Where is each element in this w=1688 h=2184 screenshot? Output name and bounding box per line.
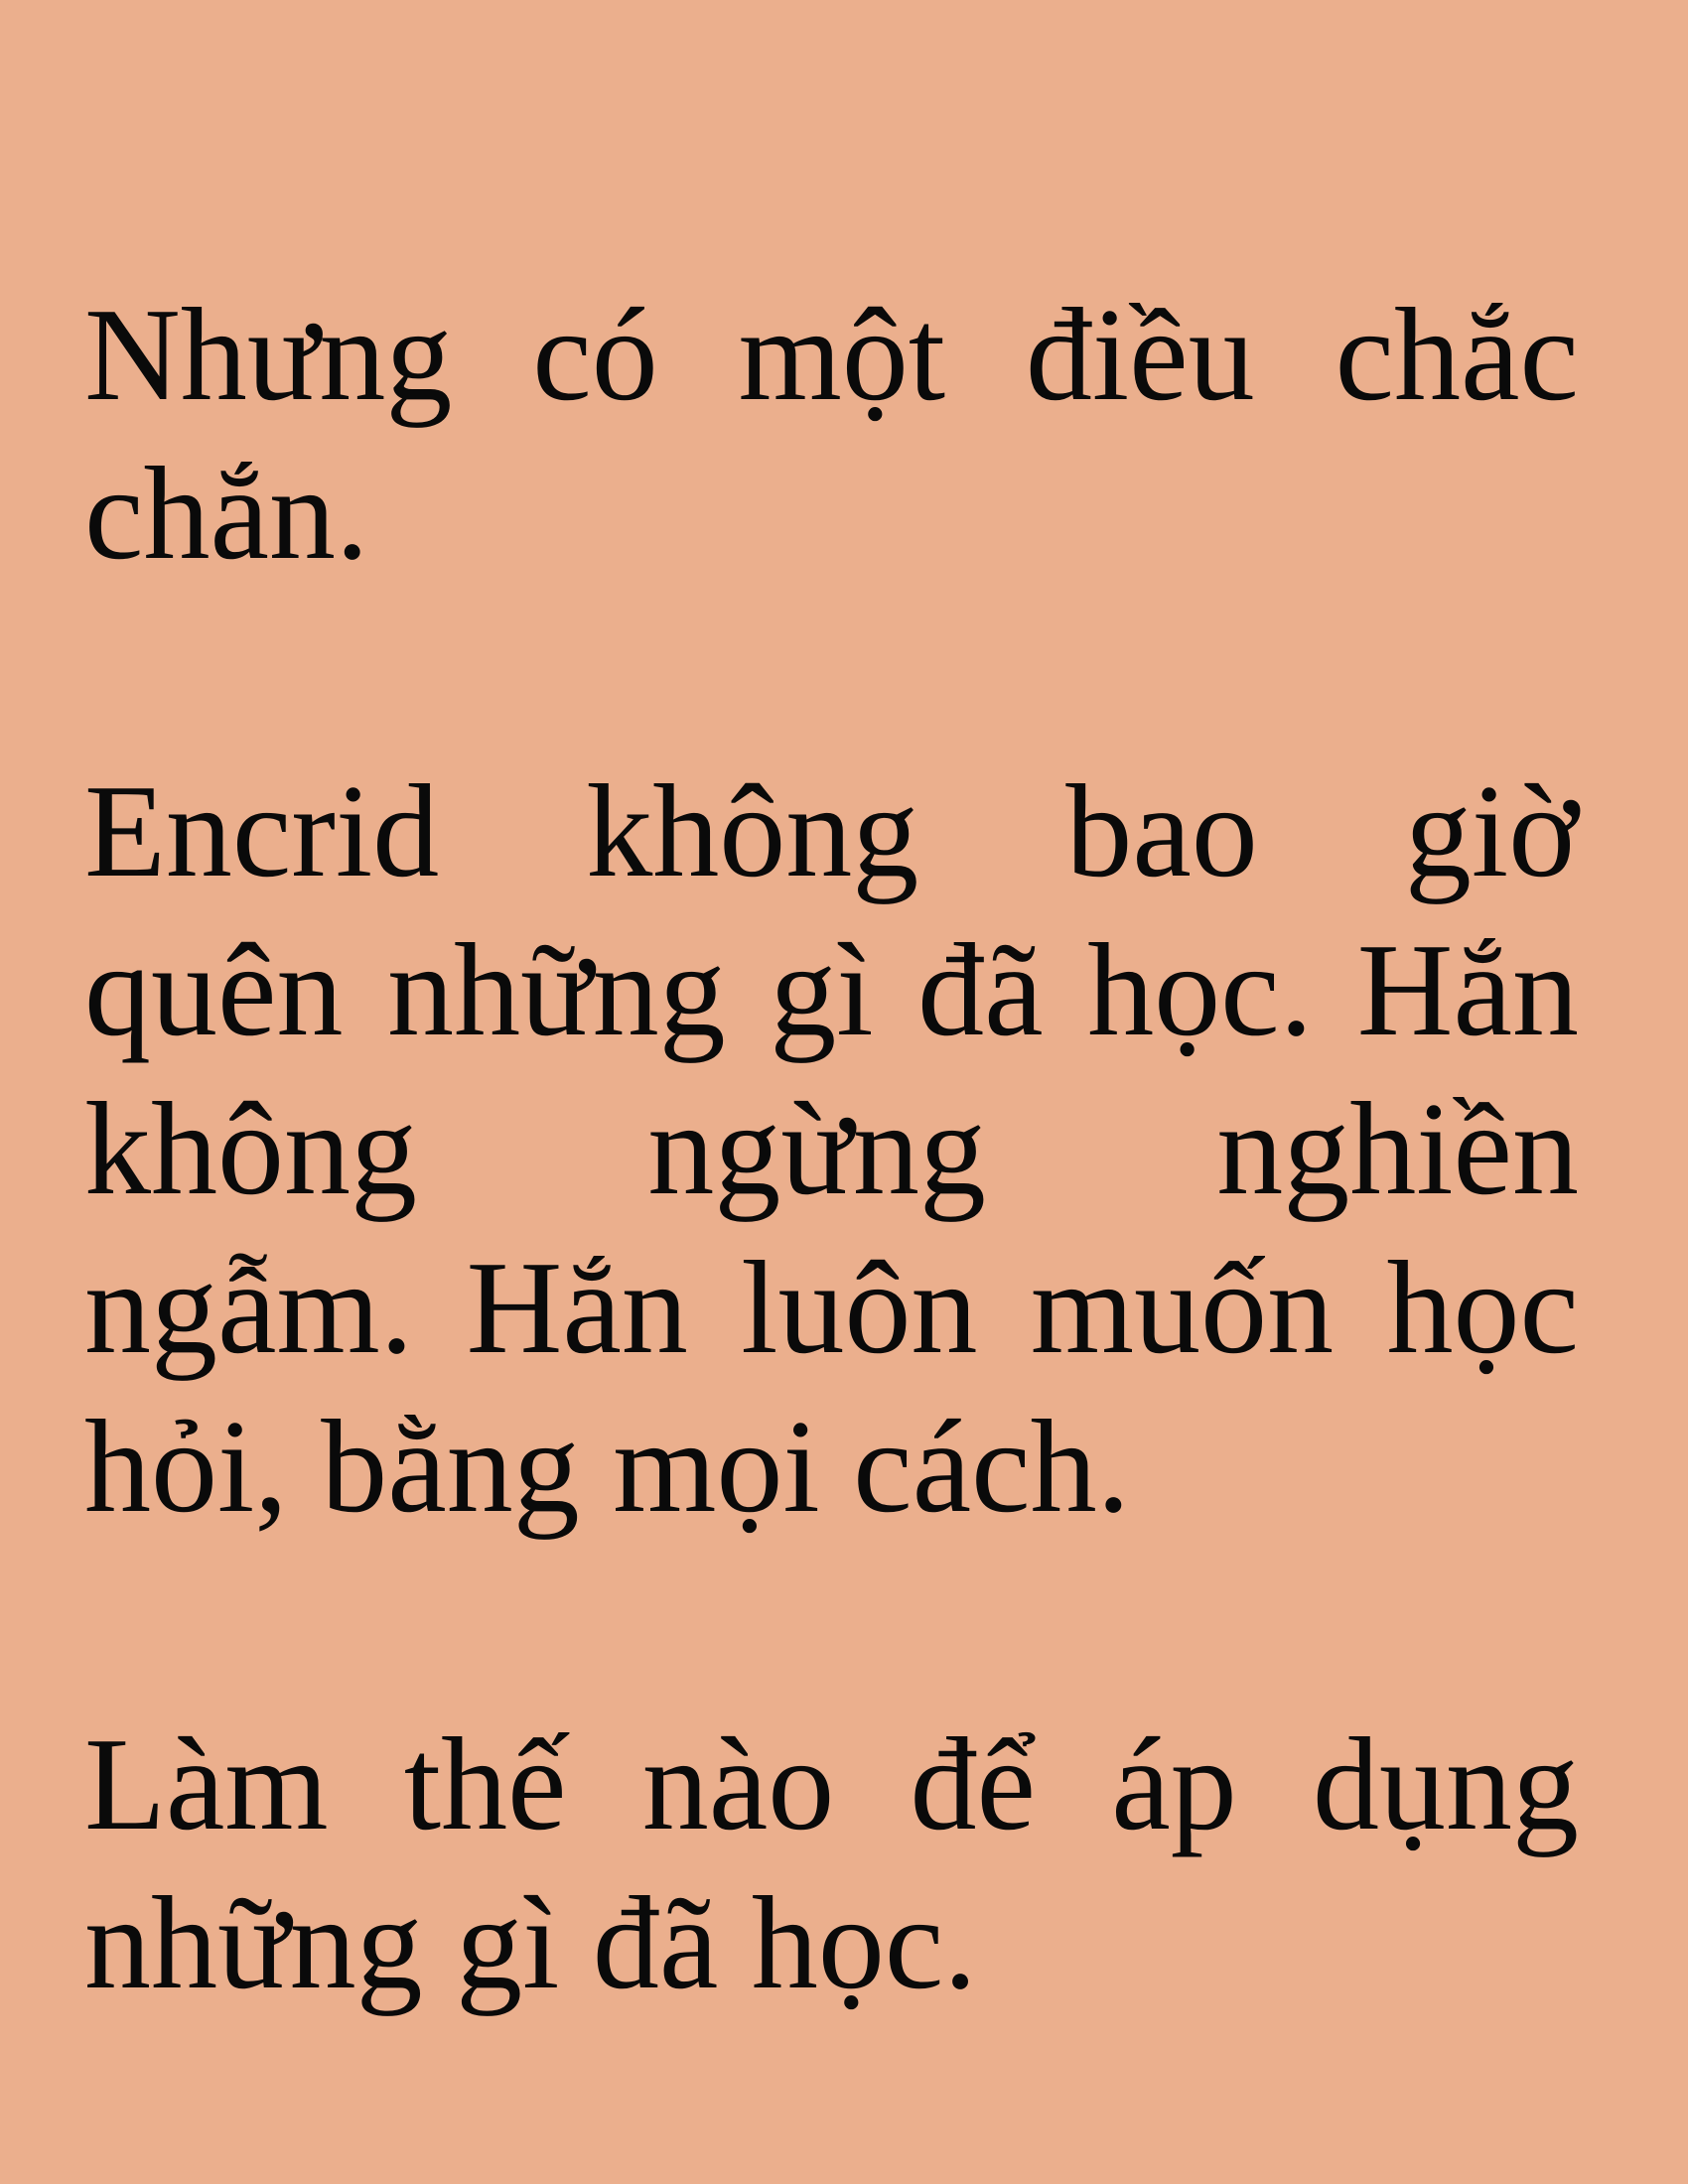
word: muốn: [1030, 1234, 1335, 1381]
word: nghiền: [1216, 1075, 1579, 1222]
word: nào: [641, 1710, 835, 1857]
word: để: [910, 1710, 1036, 1857]
word: ngẫm.: [84, 1234, 414, 1381]
text-line: [84, 751, 1579, 910]
word: Hắn: [466, 1234, 688, 1381]
word: bao: [1065, 757, 1258, 904]
text-line: [84, 910, 1579, 1069]
word: điều: [1025, 281, 1255, 428]
word: Nhưng: [84, 281, 453, 428]
word: học.: [1087, 916, 1314, 1063]
paragraph: [84, 275, 1579, 593]
word: Encrid: [84, 757, 440, 904]
word: những: [387, 916, 726, 1063]
word: chắc: [1335, 281, 1579, 428]
word: giờ: [1404, 757, 1579, 904]
text-line: [84, 1069, 1579, 1228]
text-line: [84, 275, 1579, 434]
paragraph: [84, 751, 1579, 1546]
word: thế: [403, 1710, 567, 1857]
word: ngừng: [647, 1075, 986, 1222]
word: không: [84, 1075, 417, 1222]
text-line: những gì đã học.: [84, 1869, 977, 2016]
text-line: hỏi, bằng mọi cách.: [84, 1393, 1131, 1540]
paragraph: [84, 1705, 1579, 2022]
word: đã: [917, 916, 1044, 1063]
text-line: [84, 1705, 1579, 1863]
word: có: [532, 281, 658, 428]
text-line: [84, 1228, 1579, 1387]
word: một: [738, 281, 946, 428]
word: dụng: [1312, 1710, 1579, 1857]
word: Hắn: [1356, 916, 1579, 1063]
text-line: chắn.: [84, 440, 369, 587]
word: không: [586, 757, 919, 904]
word: Làm: [84, 1710, 329, 1857]
word: quên: [84, 916, 344, 1063]
word: gì: [770, 916, 874, 1063]
word: áp: [1111, 1710, 1237, 1857]
word: luôn: [741, 1234, 978, 1381]
word: học: [1386, 1234, 1579, 1381]
